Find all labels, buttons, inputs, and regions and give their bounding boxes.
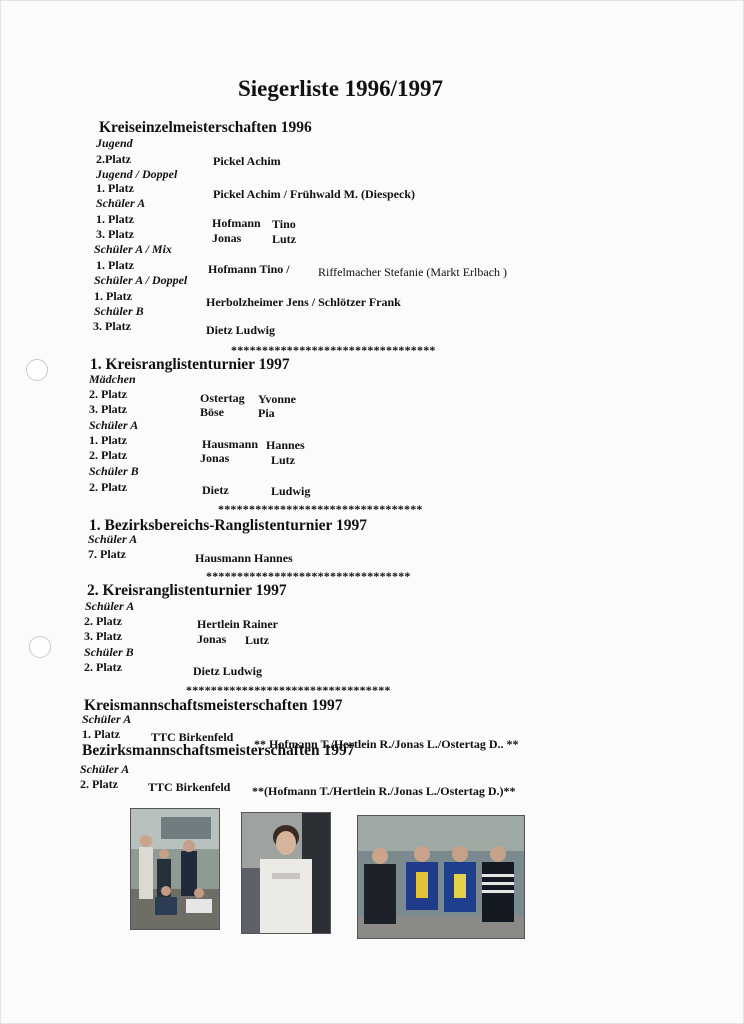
placement-label: 2. Platz: [89, 480, 127, 494]
category-label: Schüler A / Doppel: [94, 273, 188, 287]
category-label: Mädchen: [89, 372, 136, 386]
winner-last: Lutz: [271, 453, 295, 467]
category-label: Schüler A / Mix: [94, 242, 172, 256]
category-label: Schüler A: [88, 532, 138, 546]
placement-label: 2. Platz: [84, 660, 122, 674]
placement-label: 2. Platz: [89, 448, 127, 462]
winner-partner: Riffelmacher Stefanie (Markt Erlbach ): [318, 265, 508, 279]
separator-stars: *********************************: [206, 569, 411, 583]
winner-last: Tino: [272, 217, 296, 231]
winner-first: Jonas: [197, 632, 227, 646]
winner-name: Pickel Achim / Frühwald M. (Diespeck): [213, 187, 415, 201]
team-members: ** Hofmann T./Hertlein R./Jonas L./Ostertag D.. **: [254, 737, 519, 751]
winner-first: Jonas: [200, 451, 230, 465]
winner-last: Yvonne: [258, 392, 297, 406]
placement-label: 3. Platz: [84, 629, 122, 643]
winner-first: Hausmann: [202, 437, 259, 451]
placement-label: 1. Platz: [94, 289, 132, 303]
section-heading-bezirksbereich: 1. Bezirksbereichs-Ranglistenturnier 1997: [89, 517, 367, 534]
winner-last: Ludwig: [271, 484, 311, 498]
winner-first: Hofmann: [212, 216, 261, 230]
punch-hole-top: [26, 359, 48, 381]
punch-hole-bottom: [29, 636, 51, 658]
section-heading-kreisrangliste-1: 1. Kreisranglistenturnier 1997: [90, 356, 290, 373]
winner-last: Hannes: [266, 438, 305, 452]
winner-name: Herbolzheimer Jens / Schlötzer Frank: [206, 295, 401, 309]
category-label: Schüler B: [84, 645, 134, 659]
winner-last: Lutz: [245, 633, 269, 647]
page-title: Siegerliste 1996/1997: [238, 76, 444, 101]
placement-label: 1. Platz: [96, 258, 134, 272]
category-label: Jugend / Doppel: [96, 167, 178, 181]
placement-label: 3. Platz: [93, 319, 131, 333]
winner-first: Jonas: [212, 231, 242, 245]
section-heading-kreiseinzel: Kreiseinzelmeisterschaften 1996: [99, 119, 312, 136]
winner-name: Dietz Ludwig: [193, 664, 262, 678]
separator-stars: *********************************: [231, 343, 436, 357]
separator-stars: *********************************: [218, 502, 423, 516]
team-photo-four-players: [357, 815, 525, 939]
section-heading-kreisrangliste-2: 2. Kreisranglistenturnier 1997: [87, 582, 287, 599]
placement-label: 3. Platz: [89, 402, 127, 416]
placement-label: 2.Platz: [96, 152, 131, 166]
placement-label: 1. Platz: [89, 433, 127, 447]
winner-name: Hertlein Rainer: [197, 617, 278, 631]
category-label: Schüler A: [80, 762, 130, 776]
placement-label: 1. Platz: [96, 212, 134, 226]
placement-label: 1. Platz: [96, 181, 134, 195]
category-label: Schüler B: [94, 304, 144, 318]
placement-label: 3. Platz: [96, 227, 134, 241]
team-photo-group: [130, 808, 220, 930]
category-label: Schüler A: [85, 599, 135, 613]
section-heading-bezirksmannschaft: Bezirksmannschaftsmeisterschaften 1997: [82, 742, 355, 759]
category-label: Schüler B: [89, 464, 139, 478]
winner-name: Hausmann Hannes: [195, 551, 293, 565]
category-label: Schüler A: [82, 712, 132, 726]
team-members: **(Hofmann T./Hertlein R./Jonas L./Ostertag D.)**: [252, 784, 516, 798]
winner-first: Ostertag: [200, 391, 245, 405]
category-label: Schüler A: [96, 196, 146, 210]
placement-label: 7. Platz: [88, 547, 126, 561]
category-label: Schüler A: [89, 418, 139, 432]
placement-label: 2. Platz: [89, 387, 127, 401]
winner-last: Lutz: [272, 232, 296, 246]
placement-label: 2. Platz: [80, 777, 118, 791]
category-label: Jugend: [96, 136, 133, 150]
section-heading-kreismannschaft: Kreismannschaftsmeisterschaften 1997: [84, 697, 343, 714]
winner-first: Böse: [200, 405, 224, 419]
player-portrait-photo: [241, 812, 331, 934]
winner-name: Pickel Achim: [213, 154, 281, 168]
winner-name: Dietz Ludwig: [206, 323, 275, 337]
placement-label: 1. Platz: [82, 727, 120, 741]
placement-label: 2. Platz: [84, 614, 122, 628]
team-club: TTC Birkenfeld: [151, 730, 234, 744]
winner-first: Dietz: [202, 483, 229, 497]
winner-name: Hofmann Tino /: [208, 262, 290, 276]
winner-last: Pia: [258, 406, 275, 420]
team-club: TTC Birkenfeld: [148, 780, 231, 794]
separator-stars: *********************************: [186, 683, 391, 697]
